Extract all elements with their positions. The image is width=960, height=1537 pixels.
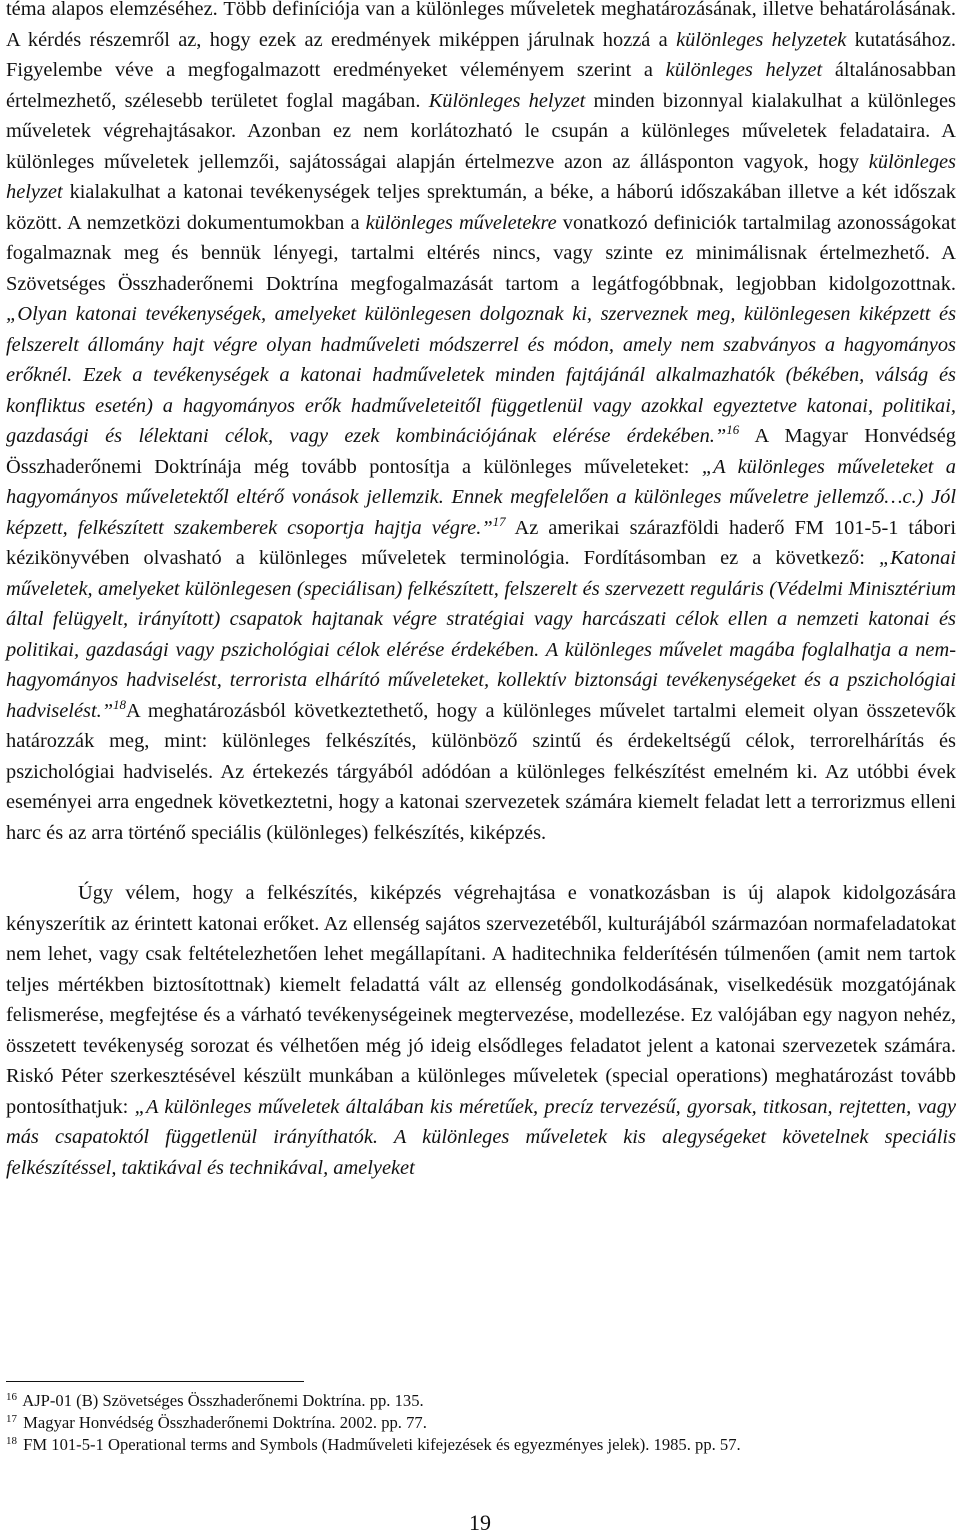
footnote-number: 18 [6, 1435, 17, 1447]
italic-text: különleges műveletekre [365, 211, 557, 234]
italic-text: különleges helyzet [665, 59, 823, 81]
text-segment: kutatásához. Figyelembe véve a megfogalmazott eredményeket véleményem szerint a [6, 28, 956, 81]
text-segment: vonatkozó definiciók tartalmilag azonosságokat fogalmaznak meg és bennük lényegi, tartalmi eltérés nincs, vagy szinte ez minimálisnak értelmezhető. A Szövetséges Összhaderőnemi Doktrína megfogalmazását tartom a legátfogóbbnak, legjobban kidolgozottnak. [6, 211, 957, 295]
footnote-text: FM 101-5-1 Operational terms and Symbols (Hadműveleti kifejezések és egyezményes jelek). 1985. pp. 57. [23, 1435, 741, 1454]
footnote-number: 16 [6, 1391, 17, 1403]
body-text [6, 0, 956, 1183]
italic-text: „Katonai műveletek, amelyeket különlegesen (speciálisan) felkészített, felszerelt és szervezett reguláris (Védelmi Minisztérium által felügyelt, irányított) csapatok hajtanak végre stratégiai vagy harcászati célok ellen a nemzeti katonai és politikai, gazdasági vagy pszichológiai célok elérése érdekében. A különleges művelet magába foglalhatja a nem-hagyományos hadviselést, terrorista elhárító műveleteket, kollektív biztonsági tevékenységeket és a pszichológiai hadviselést.” [6, 547, 956, 722]
footnote-number: 17 [6, 1413, 17, 1425]
italic-text: „A különleges műveleteket a hagyományos műveletektől eltérő vonások jellemzik. Ennek megfelelően a különleges műveletre jellemző…c.) Jól képzett, felkészített szakemberek csoportja hajtja végre.” [6, 455, 956, 539]
page-number: 19 [469, 1510, 491, 1535]
footnotes [6, 1390, 956, 1456]
text-segment: Úgy vélem, hogy a felkészítés, kiképzés végrehajtása e vonatkozásban is új alapok kidolgozására kényszerítik az érintett katonai erőket. Az ellenség sajátos szervezetéből, kulturájából származóan normafeladatokat nem lehet, vagy csak feltételezhetően lehet megállapítani. A haditechnika felderítésén túlmenően (amit nem tartok teljes mértékben biztosítottnak) kiemelt feladattá vált az ellenség gondolkodásának, viselkedésük mozgatójának felismerése, megfejtése és a várható tevékenységeinek megtervezése, modellezése. Ez valójában egy nagyon nehéz, összetett tevékenység sorozat és vélhetően még jó ideig elsődleges feladatot jelent a katonai szervezetek számára. Riskó Péter szerkesztésével készült munkában a különleges műveletek (special operations) meghatározást tovább pontosíthatjuk: [6, 882, 956, 1118]
text-segment: A meghatározásból következtethető, hogy a különleges művelet tartalmi elemeit olyan összetevők határozzák meg, mint: különleges felkészítés, különböző szintű és érdekeltségű célok, terrorelhárítás és pszichológiai hadviselés. Az értekezés tárgyából adódóan a különleges felkészítést emelném ki. Az utóbbi évek eseményei arra engednek következtetni, hogy a katonai szervezetek számára kiemelt feladat lett a terrorizmus elleni harc és az arra történő speciális (különleges) felkészítés, kiképzés. [6, 699, 956, 844]
italic-text: különleges helyzet [6, 150, 956, 203]
footnote-reference: 17 [492, 513, 506, 529]
footnote-text: AJP-01 (B) Szövetséges Összhaderőnemi Doktrína. pp. 135. [22, 1391, 424, 1410]
text-segment: általánosabban értelmezhető, szélesebb területet foglal magában. [6, 59, 956, 112]
footnote [6, 1390, 956, 1412]
text-segment: kialakulhat a katonai tevékenységek teljes sprektumán, a béke, a háború időszakában illetve a két időszak között. A nemzetközi dokumentumokban a [6, 181, 956, 234]
italic-text: „Olyan katonai tevékenységek, amelyeket különlegesen dolgoznak ki, szerveznek meg, különlegesen kiképzett és felszerelt állomány hajt végre olyan hadműveleti módszerrel és módon, amely nem szabványos a hagyományos erőknél. Ezek a tevékenységek a katonai hadműveletek minden fajtájánál alkalmazhatók (békében, válság és konfliktus esetén) a hagyományos erők hadműveleteitől függetlenül vagy azokkal egyeztetve katonai, politikai, gazdasági és lélektani célok, vagy ezek kombinációjának elérése érdekében.” [6, 303, 956, 447]
footnote [6, 1434, 956, 1456]
text-segment: Az amerikai szárazföldi haderő FM 101-5-1 tábori kézikönyvében olvasható a különleges műveletek terminológia. Fordításomban ez a következő: [6, 516, 956, 569]
text-segment: téma alapos elemzéséhez. Több definíciója van a különleges műveletek meghatározásának, illetve behatárolásának. A kérdés részemről az, hogy ezek az eredmények miképpen járulnak hozzá a [6, 0, 956, 51]
footnote-reference: 18 [113, 696, 127, 712]
italic-text: különleges helyzetek [676, 28, 847, 51]
footnote-reference: 16 [726, 422, 740, 437]
text-segment: A Magyar Honvédség Összhaderőnemi Doktrínája még tovább pontosítja a különleges műveleteket: [6, 425, 956, 478]
italic-text: Különleges helyzet [428, 89, 586, 112]
italic-text: „A különleges műveletek általában kis méretűek, precíz tervezésű, gyorsak, titkosan, rejtetten, vagy más csapatoktól függetlenül irányíthatók. A különleges műveletek kis alegységeket követelnek speciális felkészítéssel, taktikával és technikával, amelyeket [6, 1095, 956, 1179]
footnote [6, 1412, 956, 1434]
footnote-separator [6, 1381, 304, 1382]
footnote-text: Magyar Honvédség Összhaderőnemi Doktrína. 2002. pp. 77. [23, 1413, 427, 1432]
text-segment: minden bizonnyal kialakulhat a különleges műveletek végrehajtásakor. Azonban ez nem korlátozható le csupán a különleges műveletek feladataira. A különleges műveletek jellemzői, sajátosságai alapján értelmezve azon az állásponton vagyok, hogy [6, 89, 956, 173]
paragraph [6, 0, 956, 848]
paragraph [6, 878, 956, 1183]
